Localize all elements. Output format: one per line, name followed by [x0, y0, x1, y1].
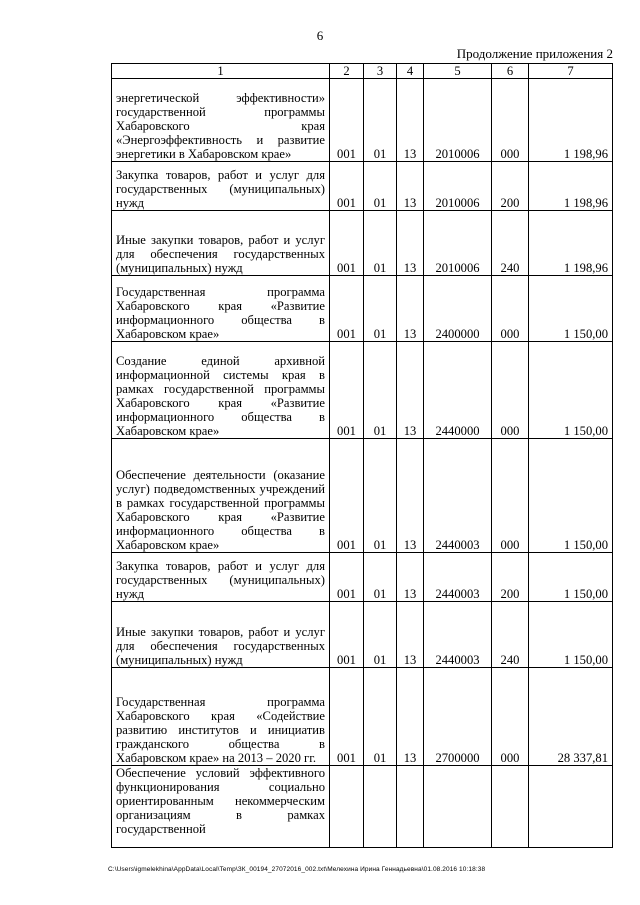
row-subsection: 13	[397, 553, 424, 602]
row-ministry: 001	[330, 439, 364, 553]
row-name: Создание единой архивной информационной системы края в рамках государственной программы Хабаровского края «Развитие информационного общества в Хабаровском крае»	[112, 342, 330, 439]
row-expense-type: 000	[492, 668, 529, 766]
row-name: Государственная программа Хабаровского края «Содействие развитию институтов и инициатив гражданского общества в Хабаровском крае» на 2013 – 2020 гг.	[112, 668, 330, 766]
file-path-footer: C:\Users\igmelekhina\AppData\Local\Temp\ЗК_00194_27072016_002.txt\Мелехина Ирина Геннадьевна\01.08.2016 10:18:38	[108, 866, 486, 873]
continuation-caption: Продолжение приложения 2	[456, 46, 613, 61]
row-section	[364, 766, 397, 848]
row-ministry: 001	[330, 602, 364, 668]
header-col-5: 5	[424, 64, 492, 79]
row-target-item: 2440003	[424, 553, 492, 602]
row-ministry: 001	[330, 276, 364, 342]
row-subsection	[397, 766, 424, 848]
row-name: Закупка товаров, работ и услуг для государственных (муниципальных) нужд	[112, 162, 330, 211]
row-amount: 1 150,00	[529, 602, 613, 668]
row-amount: 1 198,96	[529, 79, 613, 162]
row-section: 01	[364, 553, 397, 602]
table-row	[112, 79, 613, 162]
row-name: Иные закупки товаров, работ и услуг для обеспечения государственных (муниципальных) нужд	[112, 211, 330, 276]
row-name: энергетической эффективности» государственной программы Хабаровского края «Энергоэффективность и развитие энергетики в Хабаровском крае»	[112, 79, 330, 162]
row-name: Обеспечение условий эффективного функционирования социально ориентированным некоммерческим организациям в рамках государственной	[112, 766, 330, 848]
table-row	[112, 553, 613, 602]
budget-table	[111, 63, 613, 848]
table-row	[112, 668, 613, 766]
row-section: 01	[364, 162, 397, 211]
row-amount: 1 198,96	[529, 162, 613, 211]
row-amount: 1 150,00	[529, 342, 613, 439]
row-expense-type	[492, 766, 529, 848]
row-expense-type: 000	[492, 79, 529, 162]
row-amount: 1 150,00	[529, 439, 613, 553]
row-name: Обеспечение деятельности (оказание услуг) подведомственных учреждений в рамках государственной программы Хабаровского края «Развитие информационного общества в Хабаровском крае»	[112, 439, 330, 553]
row-amount: 1 150,00	[529, 553, 613, 602]
row-subsection: 13	[397, 162, 424, 211]
row-ministry: 001	[330, 162, 364, 211]
header-row	[112, 64, 613, 79]
table-row	[112, 211, 613, 276]
row-target-item: 2010006	[424, 162, 492, 211]
row-section: 01	[364, 276, 397, 342]
row-amount	[529, 766, 613, 848]
row-target-item: 2010006	[424, 79, 492, 162]
row-ministry: 001	[330, 211, 364, 276]
row-section: 01	[364, 439, 397, 553]
row-expense-type: 200	[492, 162, 529, 211]
row-target-item	[424, 766, 492, 848]
row-target-item: 2440003	[424, 602, 492, 668]
row-section: 01	[364, 79, 397, 162]
table-row	[112, 439, 613, 553]
row-expense-type: 000	[492, 276, 529, 342]
row-expense-type: 240	[492, 602, 529, 668]
row-ministry	[330, 766, 364, 848]
header-col-2: 2	[330, 64, 364, 79]
header-col-3: 3	[364, 64, 397, 79]
row-subsection: 13	[397, 439, 424, 553]
row-expense-type: 000	[492, 439, 529, 553]
row-ministry: 001	[330, 79, 364, 162]
row-name: Государственная программа Хабаровского края «Развитие информационного общества в Хабаровском крае»	[112, 276, 330, 342]
row-subsection: 13	[397, 211, 424, 276]
row-amount: 1 198,96	[529, 211, 613, 276]
row-section: 01	[364, 668, 397, 766]
table-row	[112, 602, 613, 668]
header-col-1: 1	[112, 64, 330, 79]
row-subsection: 13	[397, 342, 424, 439]
row-target-item: 2440003	[424, 439, 492, 553]
row-section: 01	[364, 602, 397, 668]
header-col-7: 7	[529, 64, 613, 79]
row-expense-type: 200	[492, 553, 529, 602]
page-number: 6	[316, 28, 324, 43]
row-amount: 1 150,00	[529, 276, 613, 342]
row-name: Закупка товаров, работ и услуг для государственных (муниципальных) нужд	[112, 553, 330, 602]
row-section: 01	[364, 342, 397, 439]
row-target-item: 2700000	[424, 668, 492, 766]
table-row	[112, 342, 613, 439]
row-ministry: 001	[330, 668, 364, 766]
row-subsection: 13	[397, 276, 424, 342]
header-col-6: 6	[492, 64, 529, 79]
row-ministry: 001	[330, 553, 364, 602]
header-col-4: 4	[397, 64, 424, 79]
row-name: Иные закупки товаров, работ и услуг для обеспечения государственных (муниципальных) нужд	[112, 602, 330, 668]
table-row	[112, 276, 613, 342]
row-section: 01	[364, 211, 397, 276]
row-ministry: 001	[330, 342, 364, 439]
row-subsection: 13	[397, 79, 424, 162]
row-target-item: 2400000	[424, 276, 492, 342]
row-subsection: 13	[397, 668, 424, 766]
row-expense-type: 000	[492, 342, 529, 439]
table-row	[112, 162, 613, 211]
row-subsection: 13	[397, 602, 424, 668]
table-row	[112, 766, 613, 848]
row-target-item: 2010006	[424, 211, 492, 276]
row-target-item: 2440000	[424, 342, 492, 439]
row-amount: 28 337,81	[529, 668, 613, 766]
row-expense-type: 240	[492, 211, 529, 276]
